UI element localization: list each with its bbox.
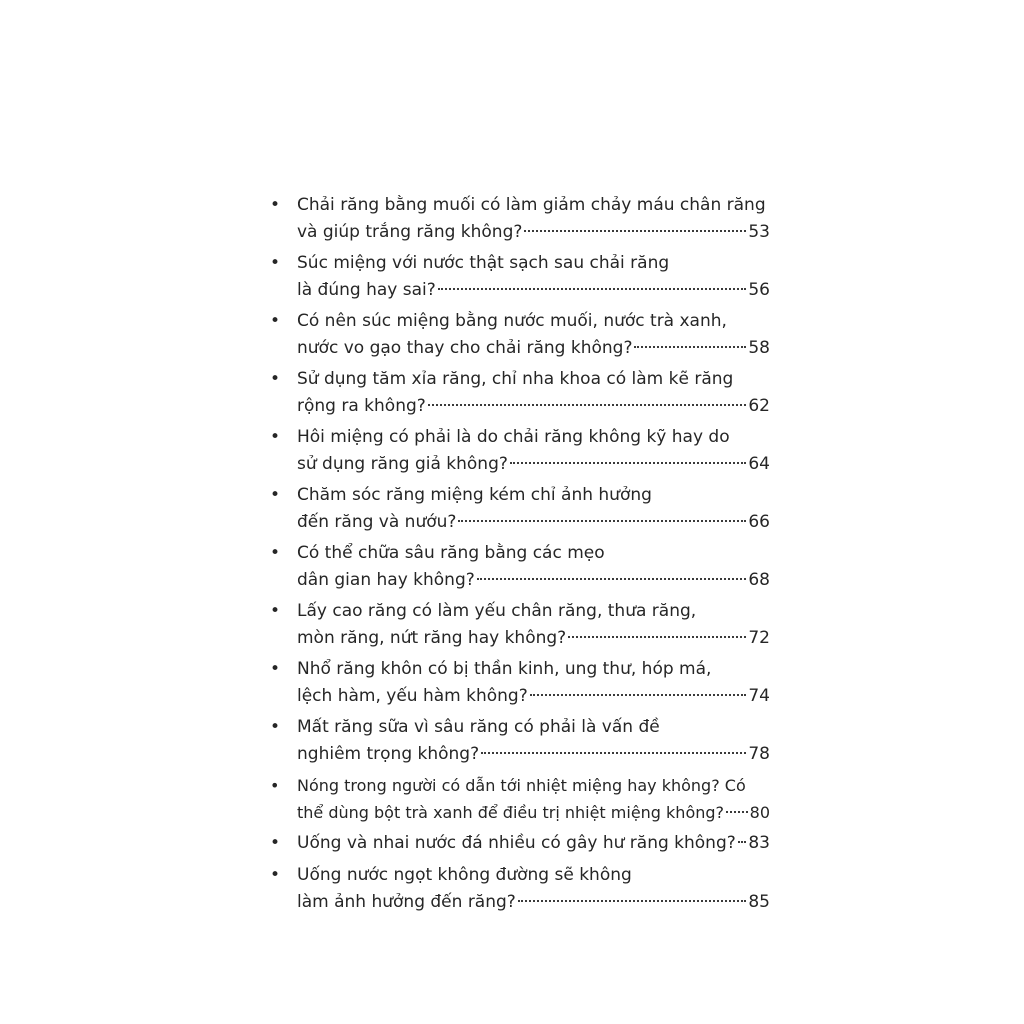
dot-leader (524, 230, 746, 232)
toc-entry-title-line: Nhổ răng khôn có bị thần kinh, ung thư, hóp má, (297, 659, 712, 679)
toc-entry-title-line: và giúp trắng răng không? (297, 222, 523, 242)
toc-entry (270, 598, 770, 652)
toc-entry-title-line: là đúng hay sai? (297, 280, 436, 300)
toc-entry (270, 714, 770, 768)
dot-leader (738, 841, 747, 843)
page-number: 85 (748, 892, 770, 912)
dot-leader (518, 900, 747, 902)
dot-leader (438, 288, 747, 290)
dot-leader (530, 694, 747, 696)
toc-entry-title-line: dân gian hay không? (297, 570, 475, 590)
toc-entry-title-line: thể dùng bột trà xanh để điều trị nhiệt miệng không? (297, 803, 725, 822)
toc-entry (270, 862, 770, 916)
toc-entry-title-line: Có thể chữa sâu răng bằng các mẹo (297, 543, 605, 563)
toc-entry (270, 772, 770, 826)
page-number: 74 (748, 686, 770, 706)
dot-leader (726, 811, 748, 813)
bullet-icon: • (270, 369, 281, 389)
page-number: 64 (748, 454, 770, 474)
toc-entry-title-line: Lấy cao răng có làm yếu chân răng, thưa răng, (297, 601, 697, 621)
toc-entry (270, 482, 770, 536)
bullet-icon: • (270, 543, 281, 563)
dot-leader (458, 520, 746, 522)
toc-entry-title-line: Sử dụng tăm xỉa răng, chỉ nha khoa có làm kẽ răng (297, 369, 734, 389)
toc-entry-title-line: rộng ra không? (297, 396, 426, 416)
toc-entry-title-line: nước vo gạo thay cho chải răng không? (297, 338, 633, 358)
toc-entry-title-line: đến răng và nướu? (297, 512, 457, 532)
toc-entry-title-line: nghiêm trọng không? (297, 744, 480, 764)
toc-entry-title-line: Súc miệng với nước thật sạch sau chải răng (297, 253, 670, 273)
bullet-icon: • (270, 833, 281, 853)
toc-entry-title-line: mòn răng, nứt răng hay không? (297, 628, 567, 648)
page-number: 53 (748, 222, 770, 242)
toc-entry-title-line: Chải răng bằng muối có làm giảm chảy máu chân răng (297, 195, 766, 215)
page-number: 80 (749, 803, 770, 822)
toc-entry (270, 192, 770, 246)
dot-leader (568, 636, 746, 638)
page-number: 56 (748, 280, 770, 300)
toc-entry-title-line: Có nên súc miệng bằng nước muối, nước trà xanh, (297, 311, 727, 331)
page-number: 66 (748, 512, 770, 532)
toc-entry-title-line: Hôi miệng có phải là do chải răng không kỹ hay do (297, 427, 730, 447)
dot-leader (634, 346, 746, 348)
bullet-icon: • (270, 865, 281, 885)
page-number: 62 (748, 396, 770, 416)
toc-entry-title-line: Chăm sóc răng miệng kém chỉ ảnh hưởng (297, 485, 652, 505)
bullet-icon: • (270, 659, 281, 679)
bullet-icon: • (270, 485, 281, 505)
bullet-icon: • (270, 717, 281, 737)
bullet-icon: • (270, 601, 281, 621)
toc-entry (270, 250, 770, 304)
page-number: 83 (748, 833, 770, 853)
toc-entry (270, 656, 770, 710)
toc-entry (270, 424, 770, 478)
table-of-contents (270, 192, 770, 920)
toc-entry-title-line: sử dụng răng giả không? (297, 454, 508, 474)
dot-leader (428, 404, 747, 406)
toc-entry (270, 540, 770, 594)
toc-entry-title-line: Uống và nhai nước đá nhiều có gây hư răng không? (297, 833, 736, 853)
page-number: 78 (748, 744, 770, 764)
bullet-icon: • (270, 311, 281, 331)
toc-entry (270, 366, 770, 420)
toc-entry (270, 830, 770, 857)
bullet-icon: • (270, 253, 281, 273)
toc-entry-title-line: Mất răng sữa vì sâu răng có phải là vấn đề (297, 717, 660, 737)
dot-leader (477, 578, 747, 580)
toc-entry-title-line: Uống nước ngọt không đường sẽ không (297, 865, 632, 885)
toc-entry-title-line: làm ảnh hưởng đến răng? (297, 892, 516, 912)
toc-entry-title-line: Nóng trong người có dẫn tới nhiệt miệng hay không? Có (297, 776, 746, 795)
page-number: 58 (748, 338, 770, 358)
bullet-icon: • (270, 195, 281, 215)
page-number: 72 (748, 628, 770, 648)
bullet-icon: • (270, 776, 280, 795)
toc-entry-title-line: lệch hàm, yếu hàm không? (297, 686, 528, 706)
dot-leader (481, 752, 746, 754)
page-number: 68 (748, 570, 770, 590)
bullet-icon: • (270, 427, 281, 447)
toc-entry (270, 308, 770, 362)
dot-leader (510, 462, 746, 464)
